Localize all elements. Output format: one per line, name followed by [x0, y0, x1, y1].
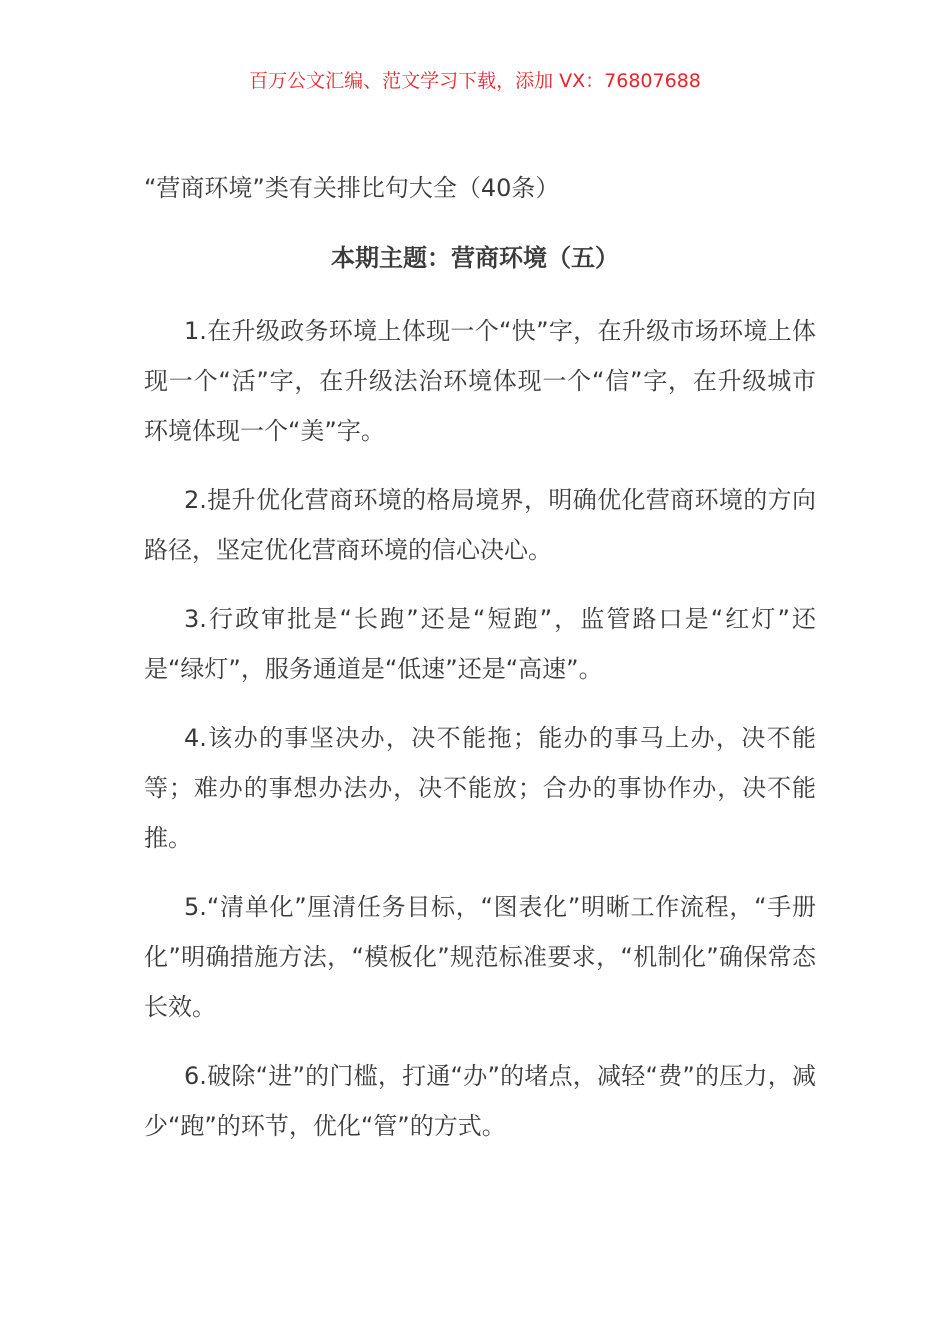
list-item: 4.该办的事坚决办，决不能拖；能办的事马上办，决不能等；难办的事想办法办，决不能放；合办的事协作办，决不能推。 — [144, 724, 816, 852]
item-list — [144, 306, 816, 1170]
list-item: 2.提升优化营商环境的格局境界，明确优化营商环境的方向路径，坚定优化营商环境的信心决心。 — [144, 486, 816, 564]
list-item: 5.“清单化”厘清任务目标，“图表化”明晰工作流程，“手册化”明确措施方法，“模板化”规范标准要求，“机制化”确保常态长效。 — [144, 893, 816, 1021]
document-title: “营商环境”类有关排比句大全（40条） — [144, 174, 560, 202]
list-item: 3.行政审批是“长跑”还是“短跑”，监管路口是“红灯”还是“绿灯”，服务通道是“低速”还是“高速”。 — [144, 605, 816, 683]
list-item: 6.破除“进”的门槛，打通“办”的堵点，减轻“费”的压力，减少“跑”的环节，优化“管”的方式。 — [144, 1062, 816, 1140]
list-item: 1.在升级政务环境上体现一个“快”字，在升级市场环境上体现一个“活”字，在升级法治环境体现一个“信”字，在升级城市环境体现一个“美”字。 — [144, 317, 816, 445]
document-subtitle: 本期主题：营商环境（五） — [331, 244, 619, 272]
header-banner: 百万公文汇编、范文学习下载，添加 VX：76807688 — [249, 70, 701, 92]
